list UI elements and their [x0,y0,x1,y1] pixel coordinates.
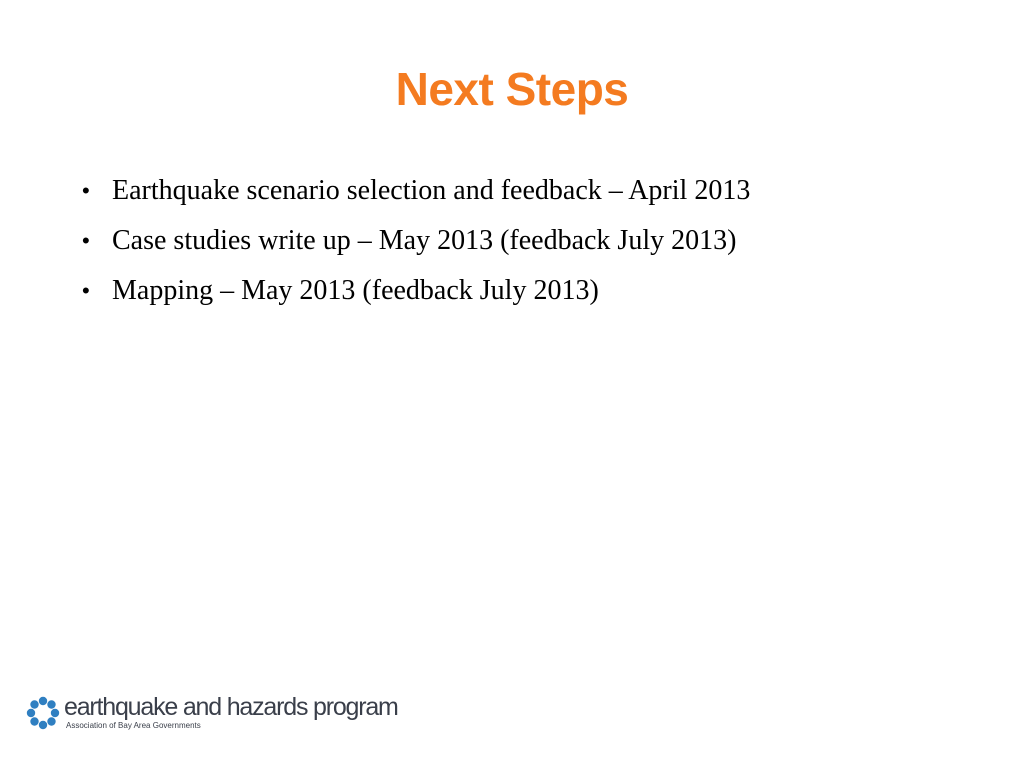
logo-dot [47,700,55,708]
footer-logo [26,693,398,739]
bullet-icon: • [82,178,90,203]
bullet-item [80,266,980,316]
logo-dot [51,709,59,717]
logo-dot [47,717,55,725]
seismic-ring-logo-icon [26,696,60,730]
logo-dot [30,717,38,725]
bullet-text: Case studies write up – May 2013 (feedback July 2013) [112,225,737,256]
program-name: earthquake and hazards program [64,693,398,721]
bullet-item [80,216,980,266]
bullet-item [80,166,980,216]
bullet-icon: • [82,278,90,303]
logo-dot [39,697,47,705]
logo-dot [30,700,38,708]
logo-dot [39,721,47,729]
bullet-text: Mapping – May 2013 (feedback July 2013) [112,275,599,306]
bullet-text: Earthquake scenario selection and feedback – April 2013 [112,175,751,206]
logo-dot [27,709,35,717]
bullet-icon: • [82,228,90,253]
organization-name: Association of Bay Area Governments [66,721,201,730]
slide-title: Next Steps [395,63,629,115]
logo-text [64,693,398,731]
bullet-list [80,166,980,316]
